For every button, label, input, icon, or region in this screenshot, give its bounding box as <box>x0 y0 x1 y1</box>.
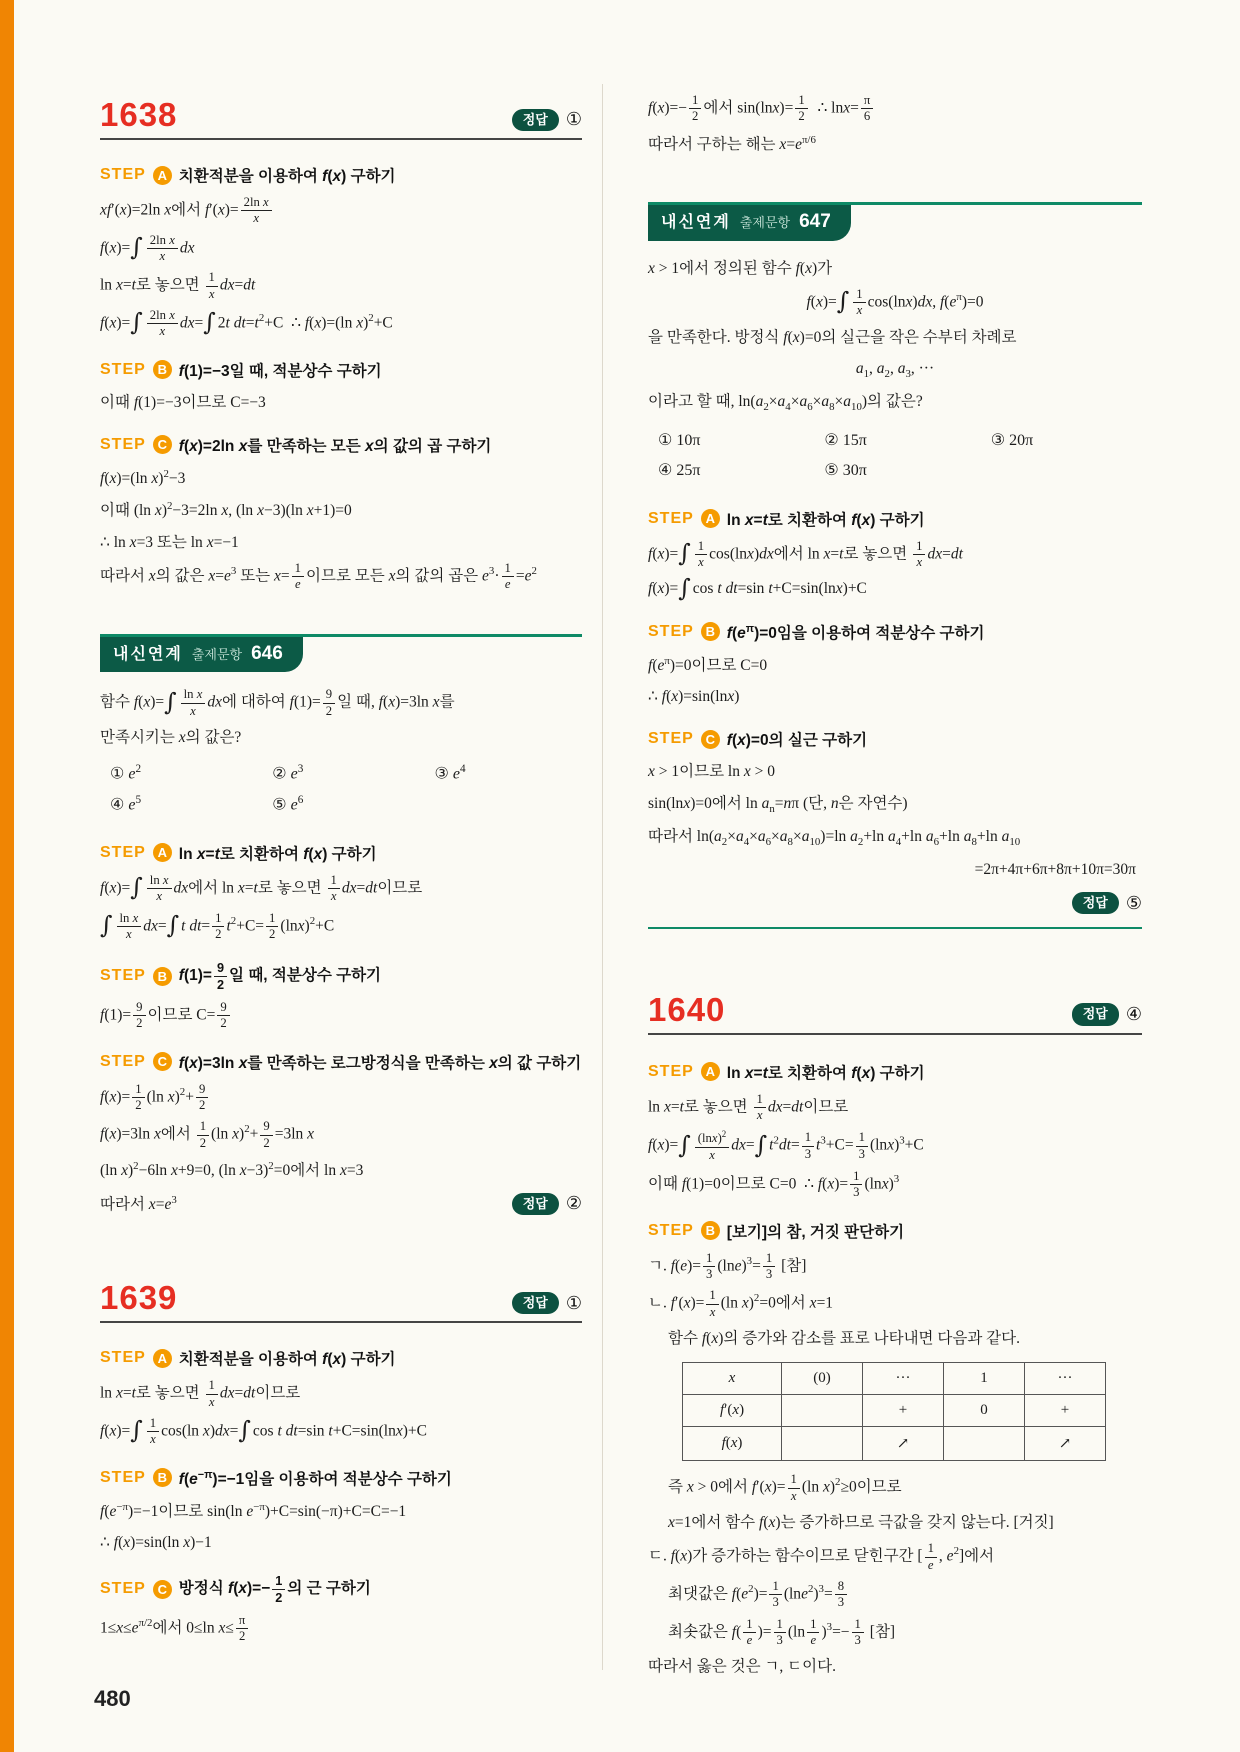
choice-item: ③ $e^4$ <box>434 763 466 783</box>
table-row <box>683 1427 1106 1461</box>
fraction: $\frac{\pi}{2}$ <box>236 1614 248 1644</box>
fraction: $\frac{1}{e}$ <box>292 562 304 592</box>
choice-item: ② 15π <box>824 431 867 449</box>
step-heading <box>648 1220 1142 1242</box>
fraction: $\frac{1}{x}$ <box>147 1417 159 1447</box>
step-label: STEP <box>100 1349 146 1367</box>
table-cell: ··· <box>1025 1363 1106 1395</box>
math-line: sin(lnx)=0에서 $\ln a_n=n\pi$ (단, n은 자연수) <box>648 794 908 815</box>
math-line: ㄷ. f(x)가 증가하는 함수이므로 닫힌구간 [ $\frac{1}{e}$ , $e^2$]에서 <box>648 1541 995 1572</box>
math-line: $f(e^\pi)=0$이므로 C=0 <box>648 654 768 674</box>
fraction: $\frac{1}{2}$ <box>197 1120 209 1150</box>
section-divider <box>648 927 1142 929</box>
problem-header <box>100 1281 582 1323</box>
math-line: f(x)=− $\frac{1}{2}$ 에서 sin(lnx)= $\frac{1}{2}$ ∴ lnx= $\frac{\pi}{6}$ <box>648 94 1142 124</box>
math-line: ln x=t로 놓으면 $\frac{1}{x}$ dx=dt이므로 <box>100 1378 301 1409</box>
math-line: $a_1$, $a_2$, $a_3$, ··· <box>855 360 935 381</box>
linked-banner <box>100 637 303 673</box>
step-heading <box>648 728 1142 750</box>
math-line: 최솟값은 f( $\frac{1}{e}$ )= $\frac{1}{3}$ (ln $\frac{1}{e}$ )$^3$=− $\frac{1}{3}$ [참] <box>668 1616 896 1647</box>
math-line: f(x)=(ln x)$^2$−3 <box>100 467 186 488</box>
fraction: $\frac{1}{2}$ <box>266 912 278 942</box>
math-line: 이때 f(1)=−3이므로 C=−3 <box>100 393 266 411</box>
fraction: $\frac{9}{2}$ <box>196 1083 208 1113</box>
fraction: $\frac{\text{2ln x}}{x}$ <box>147 234 178 264</box>
fraction: $\frac{9}{2}$ <box>217 1001 229 1031</box>
step-heading <box>648 508 1142 530</box>
page-edge-strip <box>0 0 14 1752</box>
answer-pill: 정답 <box>1072 892 1119 914</box>
step-letter-badge: B <box>153 360 172 379</box>
math-text: 따라서 $x=e^3$ <box>100 1193 177 1213</box>
step-heading <box>100 164 582 186</box>
math-line: f(x)=∫ $\frac{1}{x}$ cos(lnx)dx, $f(e^\pi)=0$ <box>806 287 984 318</box>
step-heading <box>100 434 582 456</box>
choice-group <box>110 763 582 814</box>
problem-header <box>100 98 582 140</box>
math-line: ㄱ. f(e)= $\frac{1}{3}$ $(\ln e)^3=$ $\frac{1}{3}$ [참] <box>648 1250 807 1282</box>
math-line: ㄴ. f′(x)= $\frac{1}{x}$ (ln x)$^2$=0에서 x=1 <box>648 1288 834 1319</box>
fraction: $\frac{1}{3}$ <box>763 1252 775 1282</box>
step-label: STEP <box>100 1468 146 1486</box>
problem-number: 1639 <box>100 1279 178 1317</box>
fraction: $\frac{1}{e}$ <box>807 1618 819 1648</box>
left-column <box>100 98 582 1652</box>
math-line: 최댓값은 $f(e^2)=$ $\frac{1}{3}$ $(\ln e^2)^3=$ $\frac{8}{3}$ <box>648 1580 1142 1610</box>
table-cell: + <box>863 1395 944 1427</box>
math-line: x > 1이므로 ln x > 0 <box>648 763 775 781</box>
step-letter-badge: C <box>701 730 720 749</box>
math-line: f(x)=∫ $\frac{\text{2ln x}}{x}$ dx=∫ 2t $dt=t^2+C$ ∴ f(x)=(ln x)$^2$+C <box>100 307 393 339</box>
fraction: $\frac{1}{e}$ <box>925 1542 937 1572</box>
fraction: $\frac{1}{e}$ <box>743 1618 755 1648</box>
math-line: f(x)= $\frac{1}{2}$ (ln x)$^2$+ $\frac{9}{2}$ <box>100 1083 582 1113</box>
choice-item: ① 10π <box>658 431 701 449</box>
step-title: f(x)=0의 실근 구하기 <box>726 732 868 750</box>
step-letter-badge: B <box>701 622 720 641</box>
answer-badge <box>1072 890 1142 917</box>
answer-number: ④ <box>1125 1003 1142 1024</box>
step-letter-badge: B <box>701 1221 720 1240</box>
math-line: f(x)=∫ cos t dt=sin t+C=sin(lnx)+C <box>648 574 867 603</box>
problem-number: 1638 <box>100 96 178 133</box>
step-heading <box>100 1347 582 1369</box>
fraction: $\frac{\text{ln x}}{x}$ <box>117 912 142 942</box>
math-line: 이라고 할 때, $\ln(a_2\times a_4\times a_6\times a_8\times a_{10})$의 값은? <box>648 393 923 414</box>
step-title: [보기]의 참, 거짓 판단하기 <box>726 1223 905 1241</box>
table-cell: (0) <box>782 1363 863 1395</box>
step-label: STEP <box>100 435 146 453</box>
integral-sign: ∫ <box>164 687 177 716</box>
banner-number: 647 <box>799 211 831 233</box>
math-line: ∫ $\frac{\text{ln x}}{x}$ dx=∫ t dt= $\frac{1}{2}$ $t^2+C=$ $\frac{1}{2}$ $(\ln x)^2+C$ <box>100 910 335 941</box>
step-letter-badge: A <box>701 1062 720 1081</box>
step-title: ln x=t로 치환하여 f(x) 구하기 <box>178 845 377 863</box>
answer-pill: 정답 <box>512 109 559 131</box>
fraction: $\frac{\pi}{6}$ <box>861 94 873 124</box>
fraction: $\frac{1}{3}$ <box>802 1131 814 1161</box>
linked-banner-row <box>648 202 1142 241</box>
fraction: $\frac{1}{x}$ <box>754 1093 766 1123</box>
table-cell <box>782 1395 863 1427</box>
table-cell <box>944 1427 1025 1461</box>
step-title: $f(e^\pi)=0$임을 이용하여 적분상수 구하기 <box>726 622 985 642</box>
math-line: (ln x)$^2$−6ln x+9=0, (ln x−3)$^2$=0에서 ln x=3 <box>100 1159 364 1180</box>
fraction: $\frac{1}{x}$ <box>788 1473 800 1503</box>
integral-sign: ∫ <box>754 1130 768 1159</box>
fraction: $\frac{1}{x}$ <box>913 540 925 570</box>
banner-series-label: 내신연계 <box>113 645 183 663</box>
choice-item: ④ $e^5$ <box>110 793 142 813</box>
step-title: f(x)=3ln x를 만족하는 로그방정식을 만족하는 x의 값 구하기 <box>178 1054 582 1072</box>
step-heading <box>100 1574 582 1604</box>
math-line: 따라서 $\ln(a_2\times a_4\times a_6\times a_8\times a_{10})=\ln$ $a_2+\ln$ $a_4+\ln$ $a_6+\ln$ $a_8+\ln$ $a_{10}$ <box>648 827 1021 848</box>
math-line: 만족시키는 x의 값은? <box>100 729 242 747</box>
step-letter-badge: A <box>153 166 172 185</box>
table-cell <box>782 1427 863 1461</box>
fraction: $\frac{\text{2ln x}}{x}$ <box>241 196 272 226</box>
fraction: $\frac{1}{2}$ <box>132 1083 144 1113</box>
choice-item: ④ 25π <box>658 461 701 479</box>
step-letter-badge: A <box>701 509 720 528</box>
step-letter-badge: C <box>153 1052 172 1071</box>
answer-badge <box>512 109 582 131</box>
math-line: f(x)=∫ $\frac{1}{x}$ cos(lnx)dx에서 ln x=t로 놓으면 $\frac{1}{x}$ dx=dt <box>648 538 963 570</box>
math-line: f(x)=∫ $\frac{1}{x}$ cos(ln x)dx=∫ cos t dt=sin t+C=sin(lnx)+C <box>100 1415 427 1447</box>
step-label: STEP <box>648 1062 694 1080</box>
choice-item: ① $e^2$ <box>110 763 142 783</box>
fraction: $\frac{1}{3}$ <box>850 1170 862 1200</box>
math-line: xf′(x)=2ln x에서 f′(x)= $\frac{\text{2ln x}}{x}$ <box>100 196 582 226</box>
table-cell: 1 <box>944 1363 1025 1395</box>
math-line: 따라서 x의 값은 $x=e^3$ 또는 x= $\frac{1}{e}$ 이므로 모든 x의 값의 곱은 $e^3\cdot$ $\frac{1}{e}$ $=e^2$ <box>100 560 537 592</box>
fraction: $\frac{1}{x}$ <box>853 288 865 318</box>
step-label: STEP <box>100 843 146 861</box>
math-line: 따라서 구하는 해는 $x=e^{\pi/6}$ <box>648 133 816 153</box>
math-line: ∴ ln x=3 또는 ln x=−1 <box>100 533 239 551</box>
math-line: =2π+4π+6π+8π+10π=30π <box>974 861 1136 879</box>
step-heading <box>100 842 582 864</box>
fraction: $\frac{1}{2}$ <box>689 94 701 124</box>
fraction: $\frac{1}{e}$ <box>502 562 514 592</box>
step-label: STEP <box>648 509 694 527</box>
banner-type-label: 출제문항 <box>191 646 243 662</box>
math-line: f(x)=∫ $\frac{(\ln x)^2}{x}$ dx=∫ $t^2dt=$ $\frac{1}{3}$ $t^3+C=$ $\frac{1}{3}$ $(\ln x)^3+C$ <box>648 1129 924 1162</box>
step-heading <box>648 621 1142 643</box>
integral-sign: ∫ <box>130 1416 143 1445</box>
choice-item: ⑤ $e^6$ <box>272 793 304 813</box>
math-line: x > 1에서 정의된 함수 f(x)가 <box>648 259 833 277</box>
math-line: 함수 f(x)=∫ $\frac{\text{ln x}}{x}$ dx에 대하여 f(1)= $\frac{9}{2}$ 일 때, f(x)=3ln x를 <box>100 687 455 718</box>
problem-header <box>648 990 1142 1035</box>
math-line: x=1에서 함수 f(x)는 증가하므로 극값을 갖지 않는다. [거짓] <box>668 1513 1054 1531</box>
fraction: $\frac{1}{x}$ <box>328 874 340 904</box>
fraction: $\frac{9}{2}$ <box>133 1001 145 1031</box>
fraction: $\frac{1}{3}$ <box>769 1580 781 1610</box>
banner-series-label: 내신연계 <box>661 214 731 232</box>
fraction: $\frac{9}{2}$ <box>323 688 335 718</box>
fraction: $\frac{1}{x}$ <box>706 1289 718 1319</box>
fraction: $\frac{9}{2}$ <box>214 961 227 991</box>
answer-number: ① <box>565 109 582 130</box>
answer-pill: 정답 <box>512 1292 559 1314</box>
monotonicity-table <box>682 1362 1106 1461</box>
fraction: $\frac{9}{2}$ <box>260 1120 272 1150</box>
table-cell: 0 <box>944 1395 1025 1427</box>
math-line: 즉 x > 0에서 f′(x)= $\frac{1}{x}$ (ln x)$^2$≥0이므로 <box>668 1472 902 1503</box>
page-number: 480 <box>94 1686 131 1711</box>
math-line: ln x=t로 놓으면 $\frac{1}{x}$ dx=dt이므로 <box>648 1091 849 1122</box>
fraction: $\frac{\text{ln x}}{x}$ <box>147 874 172 904</box>
fraction: $\frac{\text{2ln x}}{x}$ <box>147 309 178 339</box>
table-cell: ··· <box>863 1363 944 1395</box>
step-label: STEP <box>100 1052 146 1070</box>
fraction: $\frac{8}{3}$ <box>835 1580 847 1610</box>
math-line <box>100 1190 582 1217</box>
step-letter-badge: C <box>153 1580 172 1599</box>
step-title: 방정식 f(x)=− $\frac{1}{2}$ 의 근 구하기 <box>178 1573 371 1605</box>
fraction: $\frac{1}{2}$ <box>272 1574 285 1604</box>
step-heading <box>648 1061 1142 1083</box>
answer-line <box>648 890 1142 917</box>
integral-sign: ∫ <box>166 910 180 939</box>
math-line: ∴ f(x)=sin(ln x)−1 <box>100 1534 212 1552</box>
math-line: f(1)= $\frac{9}{2}$ 이므로 C= $\frac{9}{2}$ <box>100 1001 582 1031</box>
integral-sign: ∫ <box>678 574 691 603</box>
math-line: f(x)=3ln x에서 $\frac{1}{2}$ (ln x)$^2$+ $\frac{9}{2}$ =3ln x <box>100 1119 315 1150</box>
integral-sign: ∫ <box>678 539 691 567</box>
math-line: f(x)=∫ $\frac{\text{ln x}}{x}$ dx에서 ln x=t로 놓으면 $\frac{1}{x}$ dx=dt이므로 <box>100 872 423 904</box>
step-label: STEP <box>648 730 694 748</box>
table-cell: ↗ <box>1025 1427 1106 1461</box>
integral-sign: ∫ <box>100 910 113 939</box>
math-line: 을 만족한다. 방정식 f(x)=0의 실근을 작은 수부터 차례로 <box>648 328 1017 346</box>
math-line: 이때 f(1)=0이므로 C=0 ∴ f(x)= $\frac{1}{3}$ $(\ln x)^3$ <box>648 1169 900 1200</box>
column-divider <box>602 84 603 1670</box>
banner-number: 646 <box>251 642 283 664</box>
step-label: STEP <box>100 166 146 183</box>
table-row <box>683 1363 1106 1395</box>
step-label: STEP <box>648 1221 694 1239</box>
fraction: $\frac{(\ln x)^2}{x}$ <box>695 1130 729 1162</box>
answer-badge <box>512 1190 582 1217</box>
step-heading <box>100 359 582 381</box>
choice-item: ② $e^3$ <box>272 763 304 783</box>
table-cell: f′(x) <box>683 1395 782 1427</box>
fraction: $\frac{1}{2}$ <box>212 912 224 942</box>
math-line: 함수 f(x)의 증가와 감소를 표로 나타내면 다음과 같다. <box>668 1330 1021 1348</box>
linked-banner-row <box>100 634 582 673</box>
table-cell: ↗ <box>863 1427 944 1461</box>
step-title: ln x=t로 치환하여 f(x) 구하기 <box>726 511 925 529</box>
fraction: $\frac{1}{2}$ <box>795 94 807 124</box>
step-title: 치환적분을 이용하여 f(x) 구하기 <box>178 1351 396 1369</box>
choice-item: ③ 20π <box>990 431 1034 449</box>
step-label: STEP <box>100 1580 146 1598</box>
step-letter-badge: A <box>153 1349 172 1368</box>
linked-banner <box>648 205 851 241</box>
fraction: $\frac{\text{ln x}}{x}$ <box>181 688 206 718</box>
math-line: $1\le x\le e^{\pi/2}$에서 0≤ln x≤ $\frac{\pi}{2}$ <box>100 1614 582 1644</box>
answer-pill: 정답 <box>1072 1003 1119 1025</box>
fraction: $\frac{1}{3}$ <box>774 1618 786 1648</box>
answer-number: ① <box>565 1292 582 1313</box>
fraction: $\frac{1}{3}$ <box>856 1131 868 1161</box>
step-letter-badge: B <box>153 1468 172 1487</box>
table-cell: + <box>1025 1395 1106 1427</box>
integral-sign: ∫ <box>130 873 143 902</box>
fraction: $\frac{1}{x}$ <box>695 540 707 570</box>
fraction: $\frac{1}{3}$ <box>703 1252 715 1282</box>
choice-group <box>658 430 1142 480</box>
choice-item: ⑤ 30π <box>824 461 867 479</box>
answer-number: ② <box>565 1193 582 1214</box>
problem-number: 1640 <box>648 990 726 1028</box>
integral-sign: ∫ <box>203 308 216 337</box>
answer-pill: 정답 <box>512 1193 559 1215</box>
step-label: STEP <box>100 360 146 378</box>
math-line: $f(e^{-\pi})=-1$이므로 sin(ln $e^{-\pi})+C=\sin(-\pi)+C=C=-1$ <box>100 1500 407 1520</box>
step-heading <box>100 1051 582 1073</box>
step-label: STEP <box>648 622 694 640</box>
step-heading <box>100 1467 582 1489</box>
fraction: $\frac{1}{x}$ <box>206 271 218 301</box>
integral-sign: ∫ <box>238 1416 251 1445</box>
step-label: STEP <box>100 967 146 985</box>
fraction: $\frac{1}{3}$ <box>852 1618 864 1648</box>
step-title: 치환적분을 이용하여 f(x) 구하기 <box>178 168 396 185</box>
step-title: ln x=t로 치환하여 f(x) 구하기 <box>726 1064 925 1082</box>
math-line: 따라서 옳은 것은 ㄱ, ㄷ이다. <box>648 1658 836 1676</box>
answer-number: ⑤ <box>1125 892 1142 913</box>
math-line: ln x=t로 놓으면 $\frac{1}{x}$ dx=dt <box>100 270 256 301</box>
integral-sign: ∫ <box>130 308 143 337</box>
step-heading <box>100 961 582 991</box>
integral-sign: ∫ <box>130 232 143 261</box>
step-title: f(1)= $\frac{9}{2}$ 일 때, 적분상수 구하기 <box>178 960 382 992</box>
fraction: $\frac{1}{x}$ <box>206 1379 218 1409</box>
step-letter-badge: B <box>153 967 172 986</box>
math-line: 이때 (ln x)$^2$−3=2ln x, (ln x−3)(ln x+1)=0 <box>100 500 352 520</box>
right-column <box>648 86 1142 1686</box>
answer-badge <box>512 1292 582 1314</box>
table-cell: x <box>683 1363 782 1395</box>
step-letter-badge: C <box>153 435 172 454</box>
step-title: $f(e^{-\pi})=-1$임을 이용하여 적분상수 구하기 <box>178 1468 452 1488</box>
answer-badge <box>1072 1003 1142 1025</box>
table-cell: f(x) <box>683 1427 782 1461</box>
math-line: f(x)=∫ $\frac{\text{2ln x}}{x}$ dx <box>100 232 195 263</box>
step-title: f(x)=2ln x를 만족하는 모든 x의 값의 곱 구하기 <box>178 437 492 455</box>
step-letter-badge: A <box>153 843 172 862</box>
integral-sign: ∫ <box>678 1130 691 1159</box>
table-row <box>683 1395 1106 1427</box>
step-title: f(1)=−3일 때, 적분상수 구하기 <box>178 362 382 380</box>
math-line: ∴ f(x)=sin(lnx) <box>648 688 740 706</box>
banner-type-label: 출제문항 <box>739 215 791 231</box>
integral-sign: ∫ <box>836 287 850 316</box>
